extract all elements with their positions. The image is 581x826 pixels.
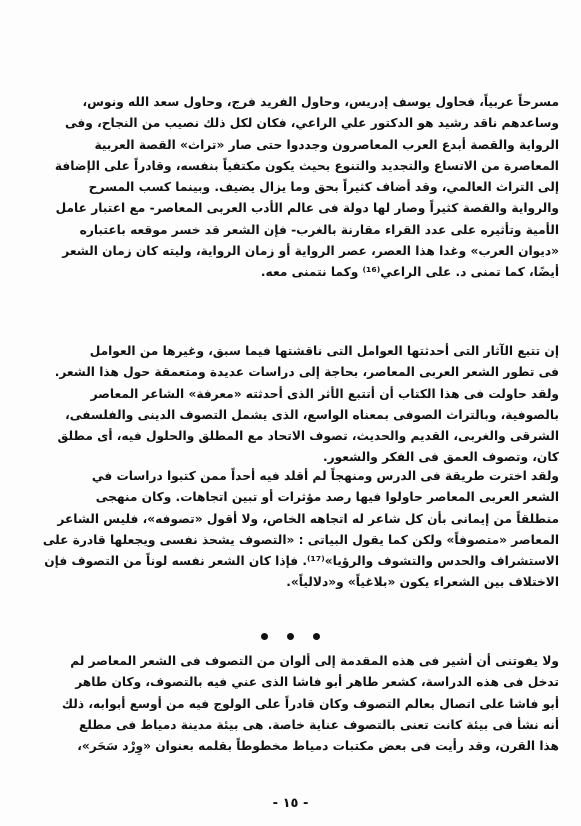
text-line: المعاصرة من الاتساع والتجديد والتنوع بحيث يكون مكتفياً بنفسه، وقادراً على الإضافة [54,158,559,173]
text-line: منطلقاً من إيمانى بأن كل شاعر له اتجاهه الخاص، ولا أقول «تصوفه»، فليس الشاعر [57,511,559,526]
text-line: ولقد حاولت فى هذا الكتاب أن أتتبع الأثر الذى أحدثته «معرفة» الشاعر المعاصر [90,386,559,401]
text-line: هذا القرن، وقد رأيت فى بعض مكتبات دمياط مخطوطاً بقلمه بعنوان «وِرْد سَحَر»، [77,739,559,754]
text-line: أبو فاشا على اتصال بعالم التصوف وكان قادراً على الولوج فيه من أوسع أبوابه، ذلك [61,696,559,711]
text-line: فى تطور الشعر العربى المعاصر، بحاجة إلى دراسات عديدة ومتعمقة حول هذا الشعر. [54,365,559,380]
text-line: الاستشراف والحدس والتشوف والرؤيا»⁽¹⁷⁾. فإذا كان الشعر نفسه لوناً من التصوف فإن [44,554,559,569]
text-line: ولا يفوتنى أن أشير فى هذه المقدمة إلى ألوان من التصوف فى الشعر المعاصر لم [70,654,559,668]
text-line: أنه نشأ فى بيئة كانت تعنى بالتصوف عناية خاصة. هى بيئة مدينة دمياط فى مطلع [78,717,559,732]
text-line: «ديوان العرب» وغدا هذا العصر، عصر الرواية أو زمان الرواية، وليته كان زمان الشعر [62,244,559,259]
paragraph-3 [25,466,559,594]
text-line: الشعر العربى المعاصر حاولوا فيها رصد مؤثرات أو تبين اتجاهات. وكان منهجى [95,490,559,505]
text-line-last: أيضًا، كما تمنى د. على الراعي⁽¹⁶⁾ وكما نتمنى معه. [260,265,559,280]
text-line: المعاصر «متصوفاً» ولكن كما يقول البياتى : «التصوف يشحذ نفسى ويجعلها قادرة على [42,532,559,547]
paragraph-2 [25,341,559,469]
text-line-last: الاختلاف بين الشعراء يكون «بلاغياً» و«دلالياً». [286,575,559,590]
text-line: الأمية وتأثيره على عدد القراء مقارنة بالغرب- فإن الشعر قد خسر موقعه باعتباره [79,222,559,237]
section-separator [0,625,581,644]
separator-dot-icon [313,633,320,640]
paragraph-4 [25,651,559,757]
text-line: تدخل فى هذه الدراسة، كشعر طاهر أبو فاشا الذى عني فيه بالتصوف، وكان طاهر [75,675,559,690]
text-line: ولقد اخترت طريقة فى الدرس ومنهجاً لم أقلد فيه أحداً ممن كتبوا دراسات في [91,469,559,483]
paragraph-1 [25,92,559,284]
text-line: مسرحاً عربياً، فحاول يوسف إدريس، وحاول الفريد فرج، وحاول سعد الله ونوس، [82,95,559,109]
text-line: الرواية والقصة أبدع العرب المعاصرون وجددوا حتى صار «تراث» القصة العربية [94,137,559,152]
text-line: والرواية والقصة كثيراً وصار لها دولة فى عالم الأدب العربى المعاصر- مع اعتبار عامل [55,201,559,216]
separator-dot-icon [287,633,294,640]
text-line: الشرقى والغربى، القديم والحديث، تصوف الاتحاد مع المطلق والحلول فيه، أى مطلق [57,429,559,444]
text-line: إن تتبع الآثار التى أحدثتها العوامل التى ناقشتها فيما سبق، وغيرها من العوامل [89,344,559,358]
text-line: وساعدهم ناقد رشيد هو الدكتور علي الراعي، فكان لكل ذلك نصيب من النجاح، وفى [64,116,559,131]
text-line: إلى التراث العالمي، وقد أضاف كثيراً بحق وما يزال يضيف. وبينما كسب المسرح [88,180,559,195]
page-number: - ١٥ - [272,796,309,811]
text-line: بالصوفية، وبالتراث الصوفى بمعناه الواسع، الذى يشمل التصوف الدينى والفلسفى، [65,407,559,422]
text-line-last: كان، وتصوف العمق فى الفكر والشعور. [322,450,559,465]
separator-dot-icon [261,633,268,640]
